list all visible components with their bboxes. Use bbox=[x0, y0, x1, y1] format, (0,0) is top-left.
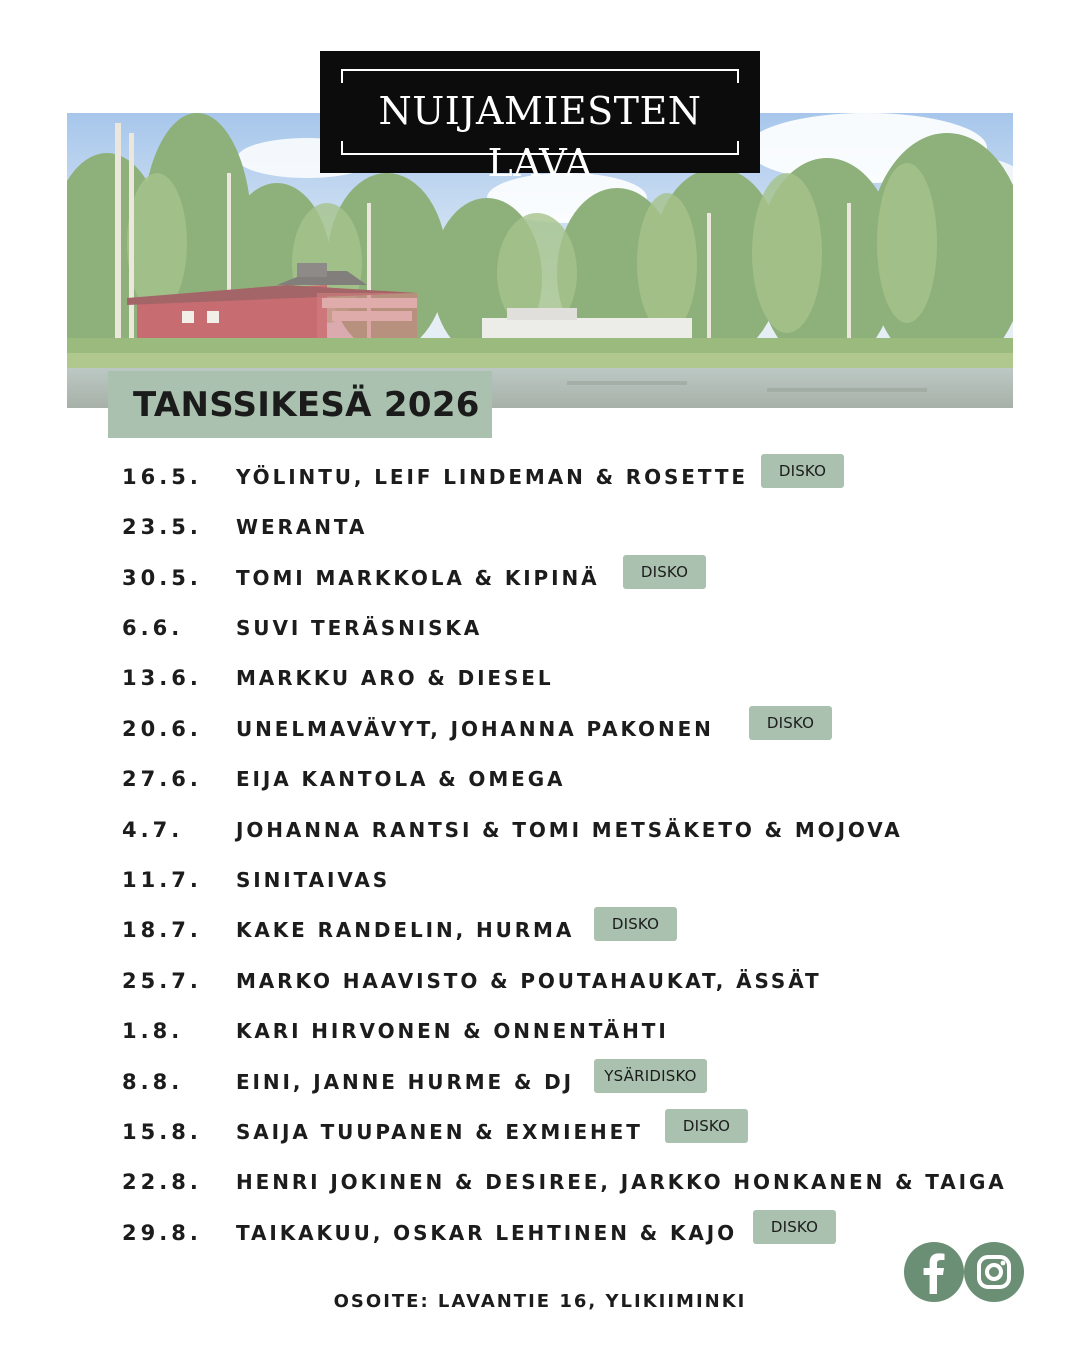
event-row bbox=[0, 1118, 1080, 1168]
event-row bbox=[0, 967, 1080, 1017]
event-date: 13.6. bbox=[122, 666, 202, 690]
venue-address: OSOITE: LAVANTIE 16, YLIKIIMINKI bbox=[333, 1291, 747, 1312]
title-banner bbox=[108, 371, 492, 438]
event-act: SINITAIVAS bbox=[236, 868, 391, 892]
event-act: MARKO HAAVISTO & POUTAHAUKAT, ÄSSÄT bbox=[236, 969, 822, 993]
event-tag: DISKO bbox=[594, 907, 677, 941]
event-act: HENRI JOKINEN & DESIREE, JARKKO HONKANEN & TAIGA bbox=[236, 1170, 1007, 1194]
event-date: 4.7. bbox=[122, 818, 184, 842]
event-date: 15.8. bbox=[122, 1120, 202, 1144]
event-act: UNELMAVÄVYT, JOHANNA PAKONEN bbox=[236, 717, 714, 741]
page-title: TANSSIKESÄ 2026 bbox=[133, 385, 480, 425]
event-date: 6.6. bbox=[122, 616, 184, 640]
event-act: JOHANNA RANTSI & TOMI METSÄKETO & MOJOVA bbox=[236, 818, 903, 842]
event-date: 11.7. bbox=[122, 868, 202, 892]
event-row bbox=[0, 816, 1080, 866]
event-row bbox=[0, 463, 1080, 513]
event-tag: DISKO bbox=[749, 706, 832, 740]
event-tag: DISKO bbox=[753, 1210, 836, 1244]
event-date: 18.7. bbox=[122, 918, 202, 942]
event-act: SAIJA TUUPANEN & EXMIEHET bbox=[236, 1120, 643, 1144]
event-tag: DISKO bbox=[761, 454, 844, 488]
event-row bbox=[0, 765, 1080, 815]
event-date: 8.8. bbox=[122, 1070, 184, 1094]
event-act: EINI, JANNE HURME & DJ bbox=[236, 1070, 575, 1094]
event-date: 29.8. bbox=[122, 1221, 202, 1245]
event-row bbox=[0, 1068, 1080, 1118]
event-date: 22.8. bbox=[122, 1170, 202, 1194]
event-row bbox=[0, 513, 1080, 563]
event-act: WERANTA bbox=[236, 515, 368, 539]
event-date: 27.6. bbox=[122, 767, 202, 791]
event-tag: YSÄRIDISKO bbox=[594, 1059, 707, 1093]
event-row bbox=[0, 866, 1080, 916]
event-act: KAKE RANDELIN, HURMA bbox=[236, 918, 575, 942]
event-date: 20.6. bbox=[122, 717, 202, 741]
event-date: 1.8. bbox=[122, 1019, 184, 1043]
event-row bbox=[0, 916, 1080, 966]
event-act: YÖLINTU, LEIF LINDEMAN & ROSETTE bbox=[236, 465, 748, 489]
event-date: 30.5. bbox=[122, 566, 202, 590]
event-tag: DISKO bbox=[665, 1109, 748, 1143]
event-row bbox=[0, 715, 1080, 765]
event-row bbox=[0, 1017, 1080, 1067]
event-row bbox=[0, 564, 1080, 614]
venue-name: NUIJAMIESTEN LAVA bbox=[378, 89, 702, 185]
venue-logo bbox=[320, 51, 760, 185]
event-act: SUVI TERÄSNISKA bbox=[236, 616, 483, 640]
event-date: 25.7. bbox=[122, 969, 202, 993]
event-act: TOMI MARKKOLA & KIPINÄ bbox=[236, 566, 600, 590]
event-row bbox=[0, 614, 1080, 664]
event-act: MARKKU ARO & DIESEL bbox=[236, 666, 554, 690]
event-act: KARI HIRVONEN & ONNENTÄHTI bbox=[236, 1019, 669, 1043]
event-row bbox=[0, 1168, 1080, 1218]
event-act: TAIKAKUU, OSKAR LEHTINEN & KAJO bbox=[236, 1221, 737, 1245]
event-date: 16.5. bbox=[122, 465, 202, 489]
event-row bbox=[0, 664, 1080, 714]
event-act: EIJA KANTOLA & OMEGA bbox=[236, 767, 566, 791]
event-tag: DISKO bbox=[623, 555, 706, 589]
event-date: 23.5. bbox=[122, 515, 202, 539]
